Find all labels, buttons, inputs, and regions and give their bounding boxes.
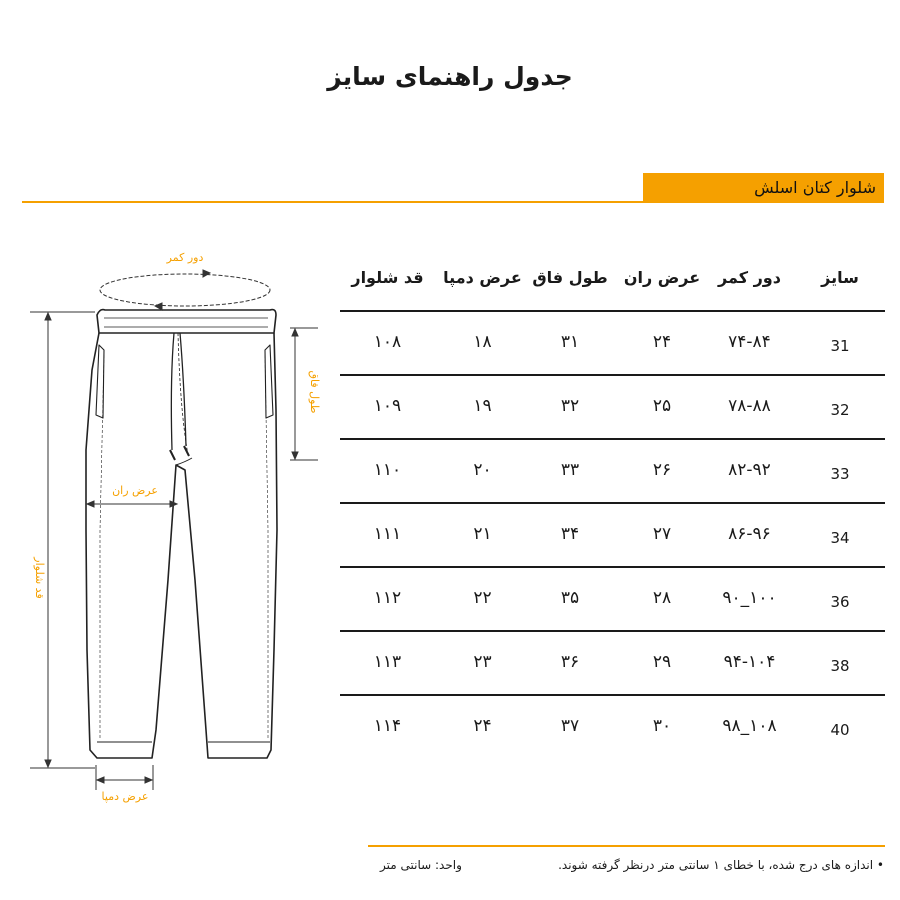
table-row xyxy=(340,375,885,437)
cell-thigh: ۳۰ xyxy=(652,716,672,736)
cell-rise: ۳۲ xyxy=(560,396,580,416)
cell-size: 32 xyxy=(830,401,850,419)
cell-size: 40 xyxy=(830,721,850,739)
cell-hem: ۲۴ xyxy=(473,716,492,736)
cell-thigh: ۲۷ xyxy=(652,524,672,544)
unit-label: واحد: سانتی متر xyxy=(380,858,462,872)
cell-waist: ۹۴-۱۰۴ xyxy=(723,652,776,672)
table-row xyxy=(340,631,885,693)
footer-divider xyxy=(368,845,885,847)
cell-waist: ۷۴-۸۴ xyxy=(728,332,771,352)
rise-label: طول فاق xyxy=(308,370,321,414)
section-tag: شلوار کتان اسلش xyxy=(643,173,884,202)
cell-hem: ۲۳ xyxy=(473,652,492,672)
hem-label: عرض دمپا xyxy=(101,790,149,803)
cell-waist: ۷۸-۸۸ xyxy=(728,396,771,416)
cell-thigh: ۲۸ xyxy=(652,588,672,608)
cell-hem: ۲۰ xyxy=(473,460,492,480)
cell-size: 36 xyxy=(830,593,850,611)
table-row xyxy=(340,503,885,565)
table-row xyxy=(340,439,885,501)
length-label: قد شلوار xyxy=(33,557,46,599)
cell-size: 33 xyxy=(830,465,850,483)
cell-length: ۱۰۸ xyxy=(373,332,402,352)
cell-length: ۱۰۹ xyxy=(373,396,402,416)
cell-hem: ۲۱ xyxy=(473,524,492,544)
footer-note: • اندازه های درج شده، با خطای ۱ سانتی متر درنظر گرفته شوند. xyxy=(558,858,884,872)
cell-length: ۱۱۱ xyxy=(373,524,402,544)
cell-rise: ۳۶ xyxy=(560,652,580,672)
cell-rise: ۳۳ xyxy=(560,460,580,480)
cell-length: ۱۱۴ xyxy=(373,716,402,736)
table-row xyxy=(340,567,885,629)
cell-thigh: ۲۹ xyxy=(652,652,672,672)
cell-rise: ۳۴ xyxy=(560,524,580,544)
table-row xyxy=(340,695,885,757)
waist-label: دور کمر xyxy=(166,251,204,264)
header-thigh: عرض ران xyxy=(623,268,701,287)
table-header xyxy=(340,258,885,298)
cell-size: 34 xyxy=(830,529,850,547)
thigh-label: عرض ران xyxy=(112,484,158,497)
cell-waist: ۹۸_۱۰۸ xyxy=(722,716,777,736)
table-row xyxy=(340,311,885,373)
cell-rise: ۳۱ xyxy=(560,332,580,352)
pants-diagram xyxy=(0,230,340,810)
cell-length: ۱۱۲ xyxy=(373,588,402,608)
cell-rise: ۳۷ xyxy=(560,716,580,736)
cell-length: ۱۱۳ xyxy=(373,652,402,672)
cell-length: ۱۱۰ xyxy=(373,460,402,480)
cell-hem: ۱۸ xyxy=(473,332,492,352)
header-length: قد شلوار xyxy=(351,268,424,287)
cell-thigh: ۲۵ xyxy=(652,396,672,416)
cell-waist: ۸۲-۹۲ xyxy=(728,460,771,480)
page-title: جدول راهنمای سایز xyxy=(327,62,573,91)
cell-hem: ۱۹ xyxy=(473,396,492,416)
cell-waist: ۸۶-۹۶ xyxy=(728,524,771,544)
cell-size: 38 xyxy=(830,657,850,675)
header-size: سایز xyxy=(821,268,859,287)
header-waist: دور کمر xyxy=(718,268,781,287)
header-rise: طول فاق xyxy=(532,268,608,287)
cell-waist: ۹۰_۱۰۰ xyxy=(722,588,777,608)
cell-hem: ۲۲ xyxy=(473,588,492,608)
cell-thigh: ۲۴ xyxy=(652,332,672,352)
cell-rise: ۳۵ xyxy=(560,588,580,608)
cell-thigh: ۲۶ xyxy=(652,460,672,480)
cell-size: 31 xyxy=(830,337,850,355)
header-hem: عرض دمپا xyxy=(443,268,522,287)
